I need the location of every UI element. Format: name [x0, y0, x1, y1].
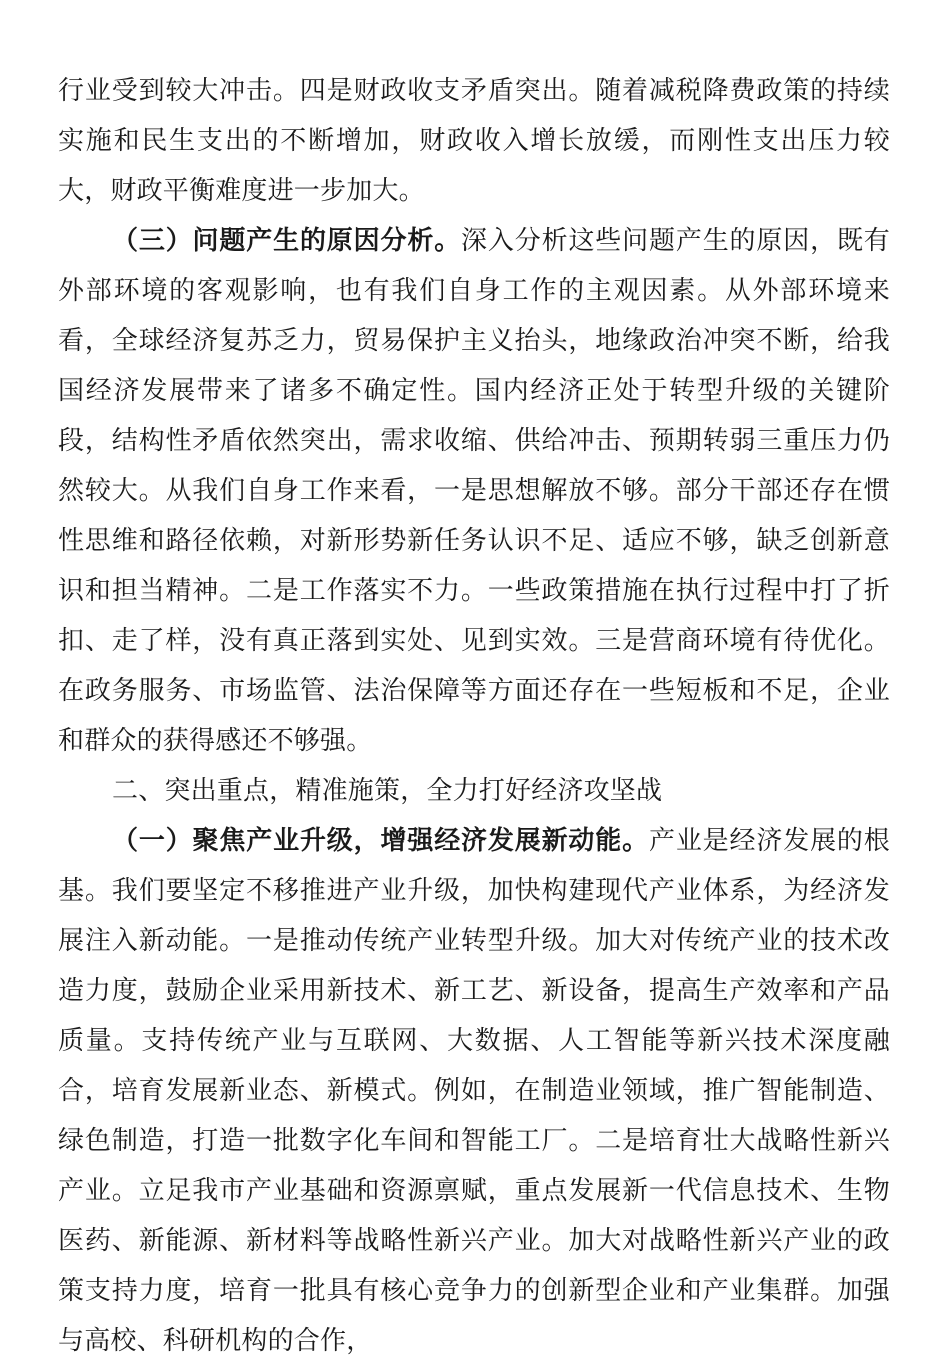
- document-page: [58, 66, 890, 1366]
- section-heading-cause-analysis: （三）问题产生的原因分析。: [112, 226, 462, 256]
- section-heading-industry-upgrade: （一）聚焦产业升级，增强经济发展新动能。: [112, 826, 649, 856]
- paragraph-industry-upgrade-body: 产业是经济发展的根基。我们要坚定不移推进产业升级，加快构建现代产业体系，为经济发展注入新动能。一是推动传统产业转型升级。加大对传统产业的技术改造力度，鼓励企业采用新技术、新工艺、新设备，提高生产效率和产品质量。支持传统产业与互联网、大数据、人工智能等新兴技术深度融合，培育发展新业态、新模式。例如，在制造业领域，推广智能制造、绿色制造，打造一批数字化车间和智能工厂。二是培育壮大战略性新兴产业。立足我市产业基础和资源禀赋，重点发展新一代信息技术、生物医药、新能源、新材料等战略性新兴产业。加大对战略性新兴产业的政策支持力度，培育一批具有核心竞争力的创新型企业和产业集群。加强与高校、科研机构的合作，: [58, 826, 890, 1356]
- section-heading-two: 二、突出重点，精准施策，全力打好经济攻坚战: [112, 776, 663, 806]
- paragraph-cause-analysis: [58, 216, 890, 766]
- paragraph-cause-analysis-body: 深入分析这些问题产生的原因，既有外部环境的客观影响，也有我们自身工作的主观因素。从外部环境来看，全球经济复苏乏力，贸易保护主义抬头，地缘政治冲突不断，给我国经济发展带来了诸多不确定性。国内经济正处于转型升级的关键阶段，结构性矛盾依然突出，需求收缩、供给冲击、预期转弱三重压力仍然较大。从我们自身工作来看，一是思想解放不够。部分干部还存在惯性思维和路径依赖，对新形势新任务认识不足、适应不够，缺乏创新意识和担当精神。二是工作落实不力。一些政策措施在执行过程中打了折扣、走了样，没有真正落到实处、见到实效。三是营商环境有待优化。在政务服务、市场监管、法治保障等方面还存在一些短板和不足，企业和群众的获得感还不够强。: [58, 226, 890, 756]
- paragraph-industry-upgrade: [58, 816, 890, 1366]
- paragraph-fiscal-issues: 行业受到较大冲击。四是财政收支矛盾突出。随着减税降费政策的持续实施和民生支出的不断增加，财政收入增长放缓，而刚性支出压力较大，财政平衡难度进一步加大。: [58, 76, 890, 206]
